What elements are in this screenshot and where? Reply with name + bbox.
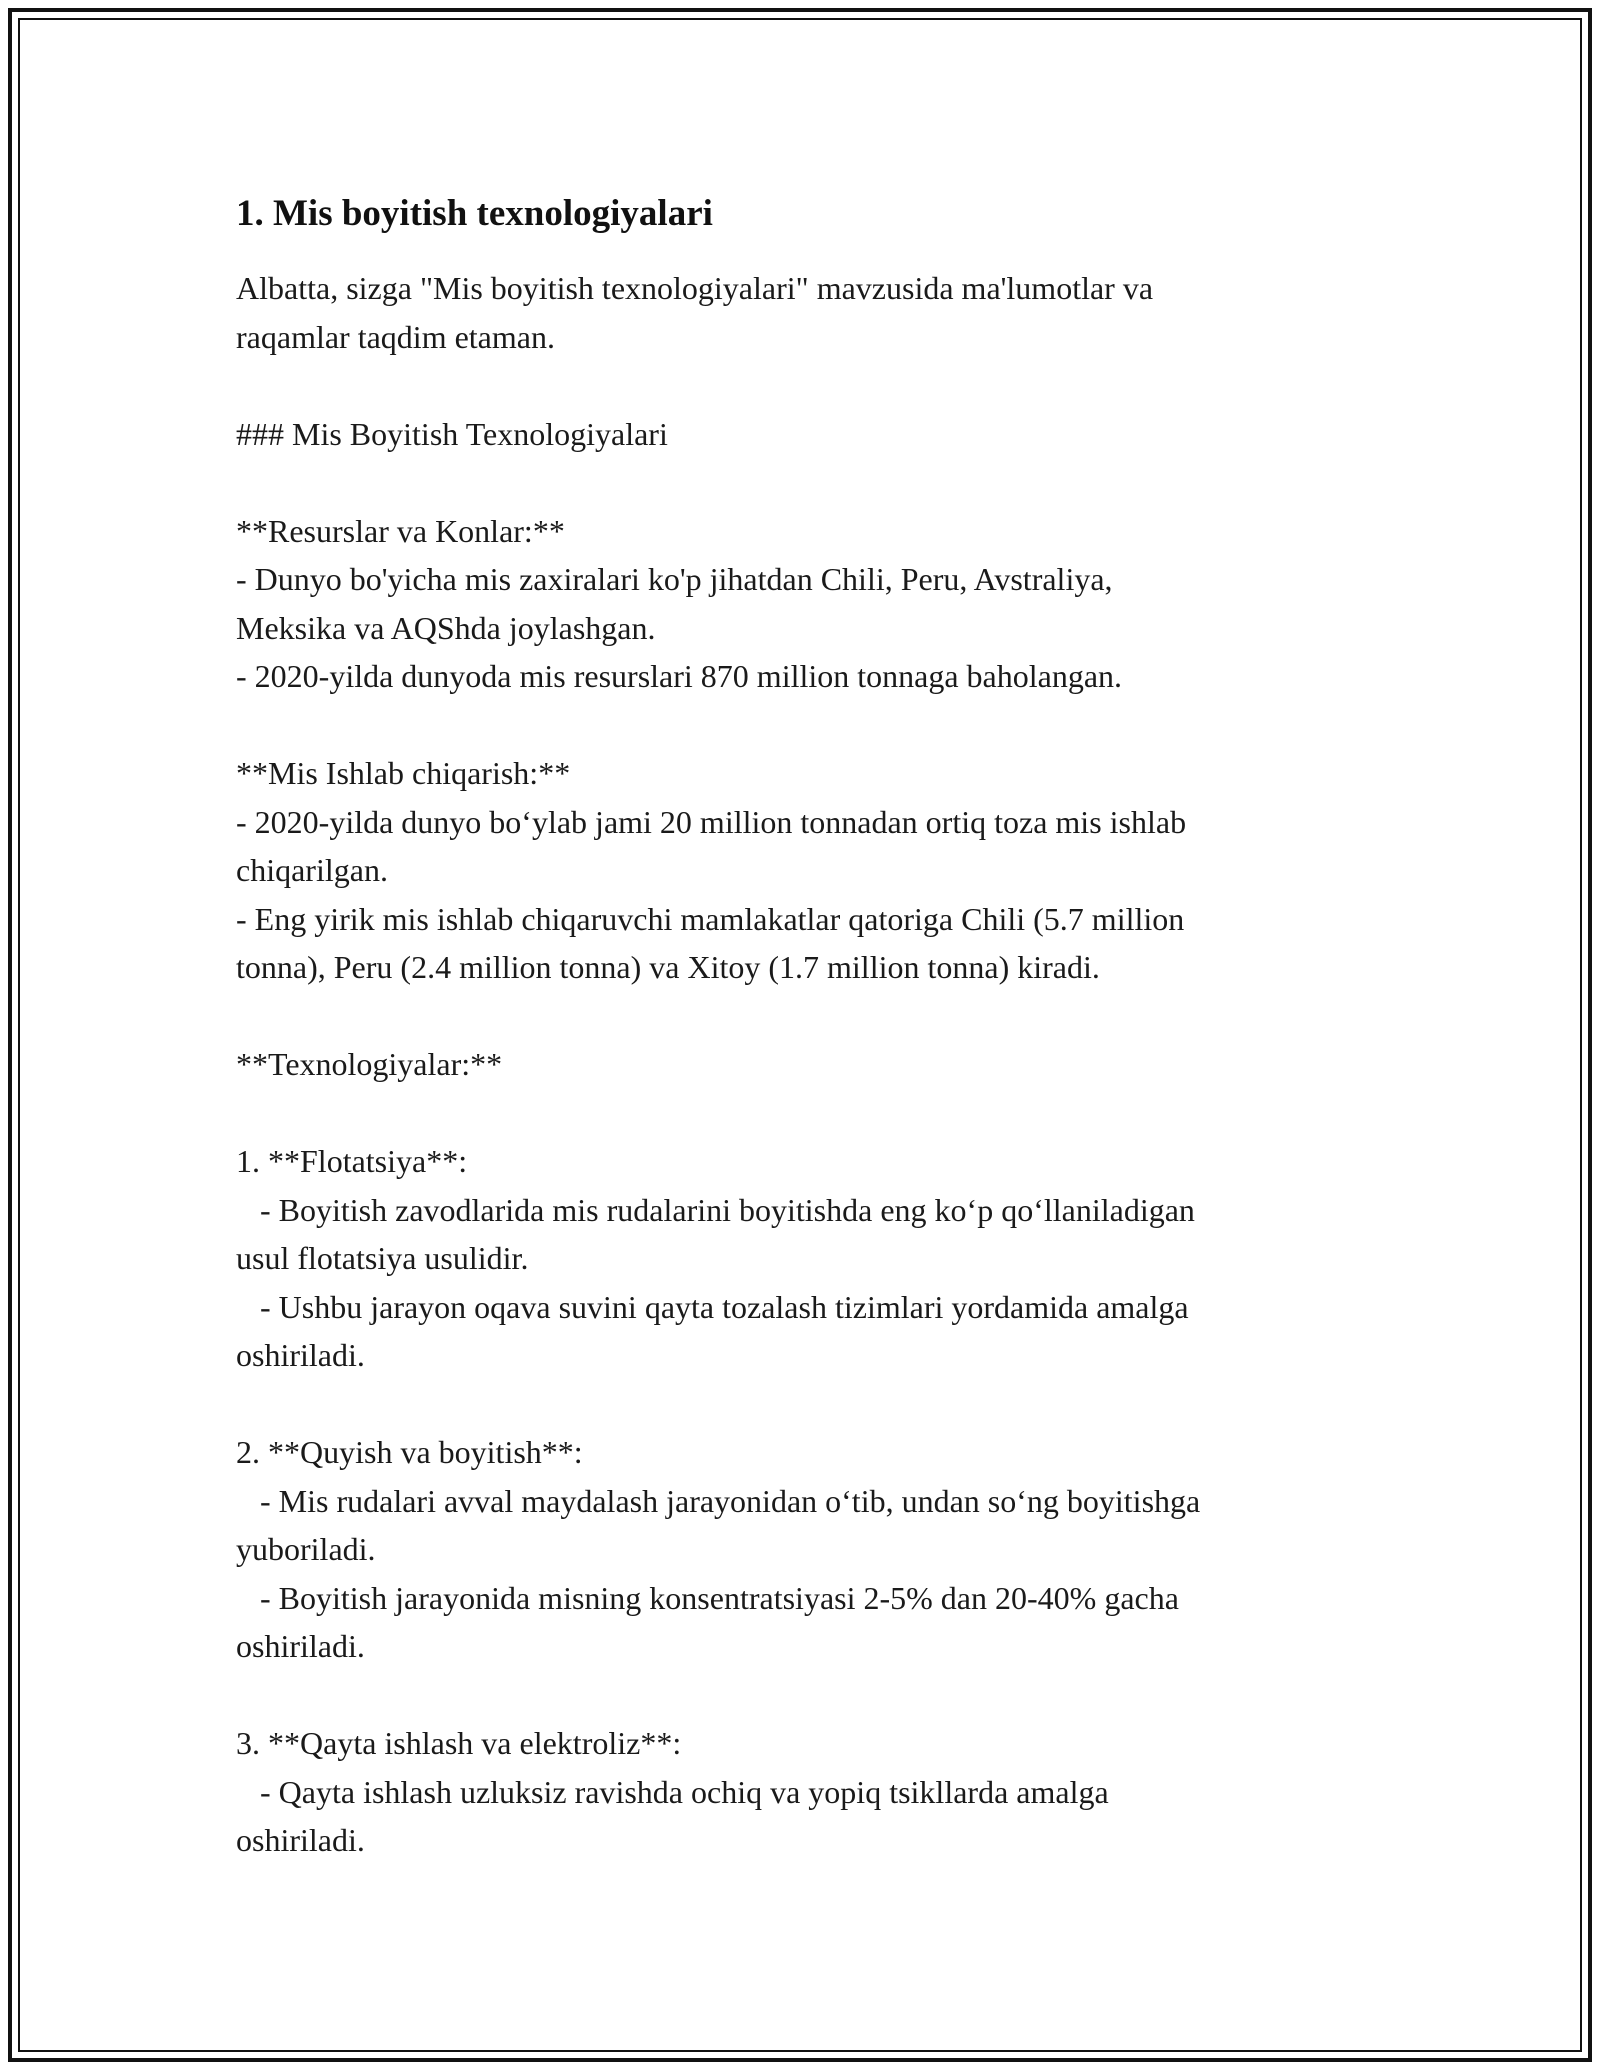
tech-item-heading: 1. **Flotatsiya**: bbox=[236, 1143, 468, 1179]
blank-line bbox=[236, 701, 1366, 750]
blank-line bbox=[236, 1089, 1366, 1138]
tech-item-line: oshiriladi. bbox=[236, 1628, 365, 1664]
document-body bbox=[236, 186, 1366, 1865]
tech-item-heading: 2. **Quyish va boyitish**: bbox=[236, 1434, 583, 1470]
resources-line: Meksika va AQShda joylashgan. bbox=[236, 609, 656, 646]
production-line: chiqarilgan. bbox=[236, 852, 388, 888]
production-line: - Eng yirik mis ishlab chiqaruvchi mamlakatlar qatoriga Chili (5.7 million bbox=[236, 900, 1185, 937]
production-heading: **Mis Ishlab chiqarish:** bbox=[236, 755, 571, 791]
tech-item-heading: 3. **Qayta ishlash va elektroliz**: bbox=[236, 1725, 682, 1761]
resources-line: - 2020-yilda dunyoda mis resurslari 870 million tonnaga baholangan. bbox=[236, 658, 1123, 694]
blank-line bbox=[236, 1380, 1366, 1429]
tech-item-line: - Ushbu jarayon oqava suvini qayta tozalash tizimlari yordamida amalga bbox=[236, 1288, 1189, 1325]
tech-item-line: - Qayta ishlash uzluksiz ravishda ochiq va yopiq tsikllarda amalga bbox=[236, 1773, 1109, 1810]
production-line: tonna), Peru (2.4 million tonna) va Xitoy (1.7 million tonna) kiradi. bbox=[236, 949, 1100, 985]
intro-line: raqamlar taqdim etaman. bbox=[236, 318, 555, 355]
tech-item-line: yuboriladi. bbox=[236, 1531, 376, 1567]
intro-line: Albatta, sizga "Mis boyitish texnologiyalari" mavzusida ma'lumotlar va bbox=[236, 270, 1154, 306]
blank-line bbox=[236, 992, 1366, 1041]
tech-item-line: - Boyitish zavodlarida mis rudalarini boyitishda eng ko‘p qo‘llaniladigan bbox=[236, 1191, 1195, 1228]
tech-item-line: oshiriladi. bbox=[236, 1337, 365, 1373]
production-line: - 2020-yilda dunyo bo‘ylab jami 20 million tonnadan ortiq toza mis ishlab bbox=[236, 803, 1187, 840]
technologies-heading: **Texnologiyalar:** bbox=[236, 1046, 503, 1082]
blank-line bbox=[236, 361, 1366, 410]
tech-item-line: - Boyitish jarayonida misning konsentratsiyasi 2-5% dan 20-40% gacha bbox=[236, 1579, 1179, 1616]
resources-heading: **Resurslar va Konlar:** bbox=[236, 512, 565, 549]
section-subheading: ### Mis Boyitish Texnologiyalari bbox=[236, 415, 668, 452]
tech-item-line: oshiriladi. bbox=[236, 1822, 365, 1858]
blank-line bbox=[236, 1671, 1366, 1720]
blank-line bbox=[236, 458, 1366, 507]
tech-item-line: usul flotatsiya usulidir. bbox=[236, 1240, 529, 1276]
resources-line: - Dunyo bo'yicha mis zaxiralari ko'p jihatdan Chili, Peru, Avstraliya, bbox=[236, 561, 1113, 597]
tech-item-line: - Mis rudalari avval maydalash jarayonidan o‘tib, undan so‘ng boyitishga bbox=[236, 1482, 1201, 1519]
page-title: 1. Mis boyitish texnologiyalari bbox=[236, 193, 713, 234]
